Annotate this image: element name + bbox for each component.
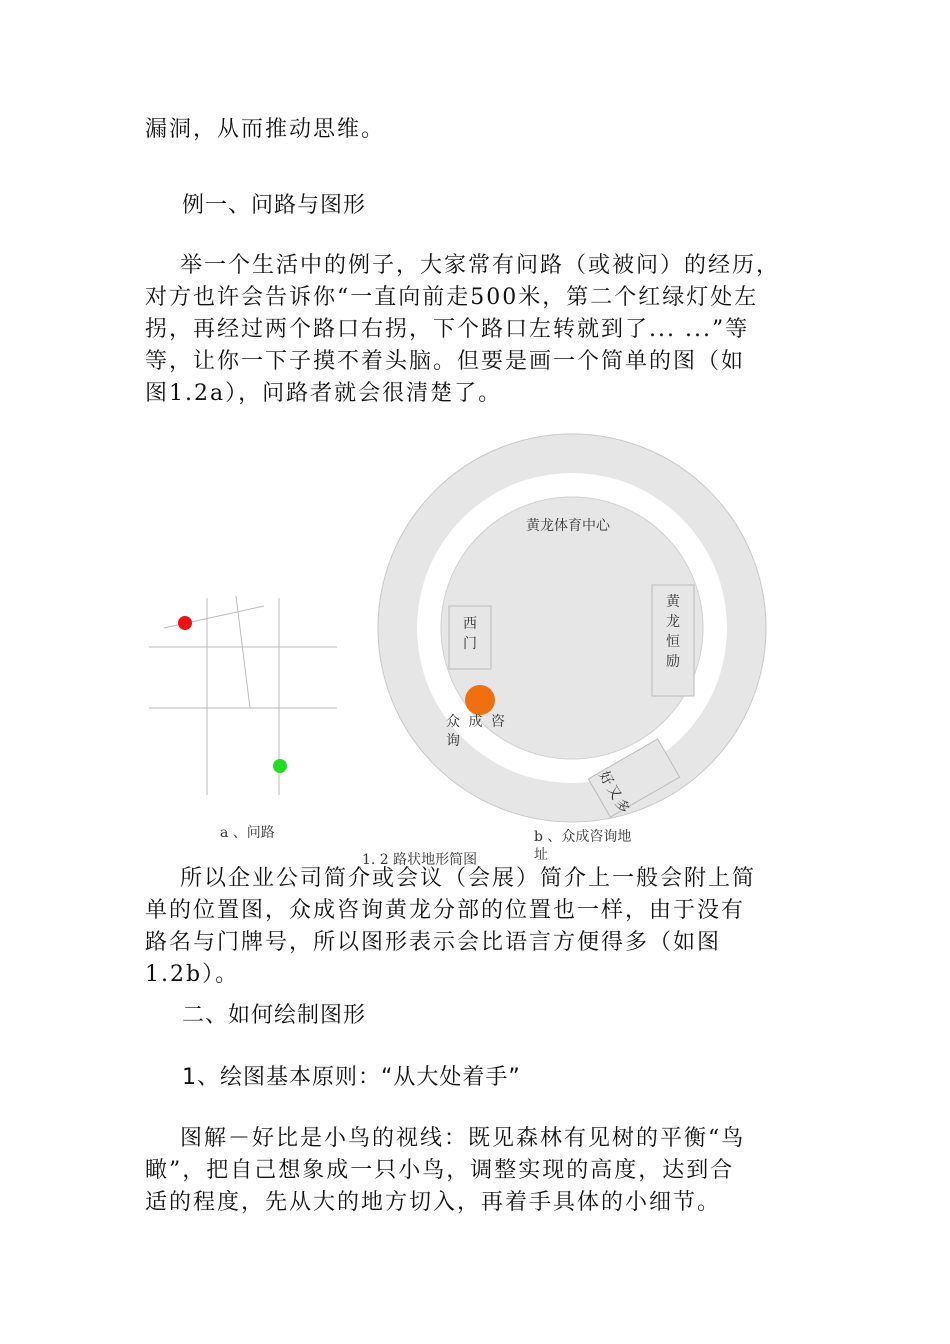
heading-section2: 二、如何绘制图形 <box>182 1003 367 1028</box>
label-zhongcheng-2: 询 <box>446 733 460 749</box>
paragraph-line: 适的程度，先从大的地方切入，再着手具体的小细节。 <box>145 1190 722 1215</box>
street-line <box>236 596 250 708</box>
paragraph-line: 图解－好比是小鸟的视线：既见森林有见树的平衡“鸟 <box>180 1126 746 1151</box>
paragraph-line: 举一个生活中的例子，大家常有问路（或被问）的经历， <box>180 253 781 278</box>
start-point-icon <box>178 616 192 630</box>
destination-point-icon <box>273 759 287 773</box>
caption-main: 1. 2 路状地形简图 <box>362 852 478 868</box>
heading-example1: 例一、问路与图形 <box>182 193 367 218</box>
caption-b: b 、众成咨询地 <box>534 829 632 845</box>
paragraph-line: 对方也许会告诉你“一直向前走500米，第二个红绿灯处左 <box>145 285 759 310</box>
street-grid <box>149 596 337 795</box>
zhongcheng-location-icon <box>465 685 495 715</box>
label-zhongcheng: 众 成 咨 <box>446 714 507 730</box>
label-haoyouduo: 好又多 <box>595 768 634 819</box>
paragraph-line: 1.2b）。 <box>145 962 240 987</box>
paragraph-line: 拐，再经过两个路口右拐，下个路口左转就到了... ...”等 <box>145 317 750 342</box>
caption-a: a 、问路 <box>220 825 275 841</box>
label-stadium: 黄龙体育中心 <box>526 518 610 534</box>
heading-principle1: 1、绘图基本原则：“从大处着手” <box>182 1065 521 1090</box>
paragraph-line: 瞰”，把自己想象成一只小鸟，调整实现的高度，达到合 <box>145 1158 735 1183</box>
paragraph-line: 等，让你一下子摸不着头脑。但要是画一个简单的图（如 <box>145 349 746 374</box>
caption-b-line2: 址 <box>534 847 548 863</box>
paragraph-line: 路名与门牌号，所以图形表示会比语言方便得多（如图 <box>145 930 722 955</box>
label-hengli: 黄 龙 恒 励 <box>666 594 680 670</box>
paragraph-line: 单的位置图，众成咨询黄龙分部的位置也一样，由于没有 <box>145 898 746 923</box>
paragraph-line: 漏洞，从而推动思维。 <box>145 117 386 142</box>
label-west-gate: 西 门 <box>463 616 477 652</box>
paragraph-line: 所以企业公司简介或会议（会展）简介上一般会附上简 <box>180 866 757 891</box>
paragraph-line: 图1.2a），问路者就会很清楚了。 <box>145 381 503 406</box>
